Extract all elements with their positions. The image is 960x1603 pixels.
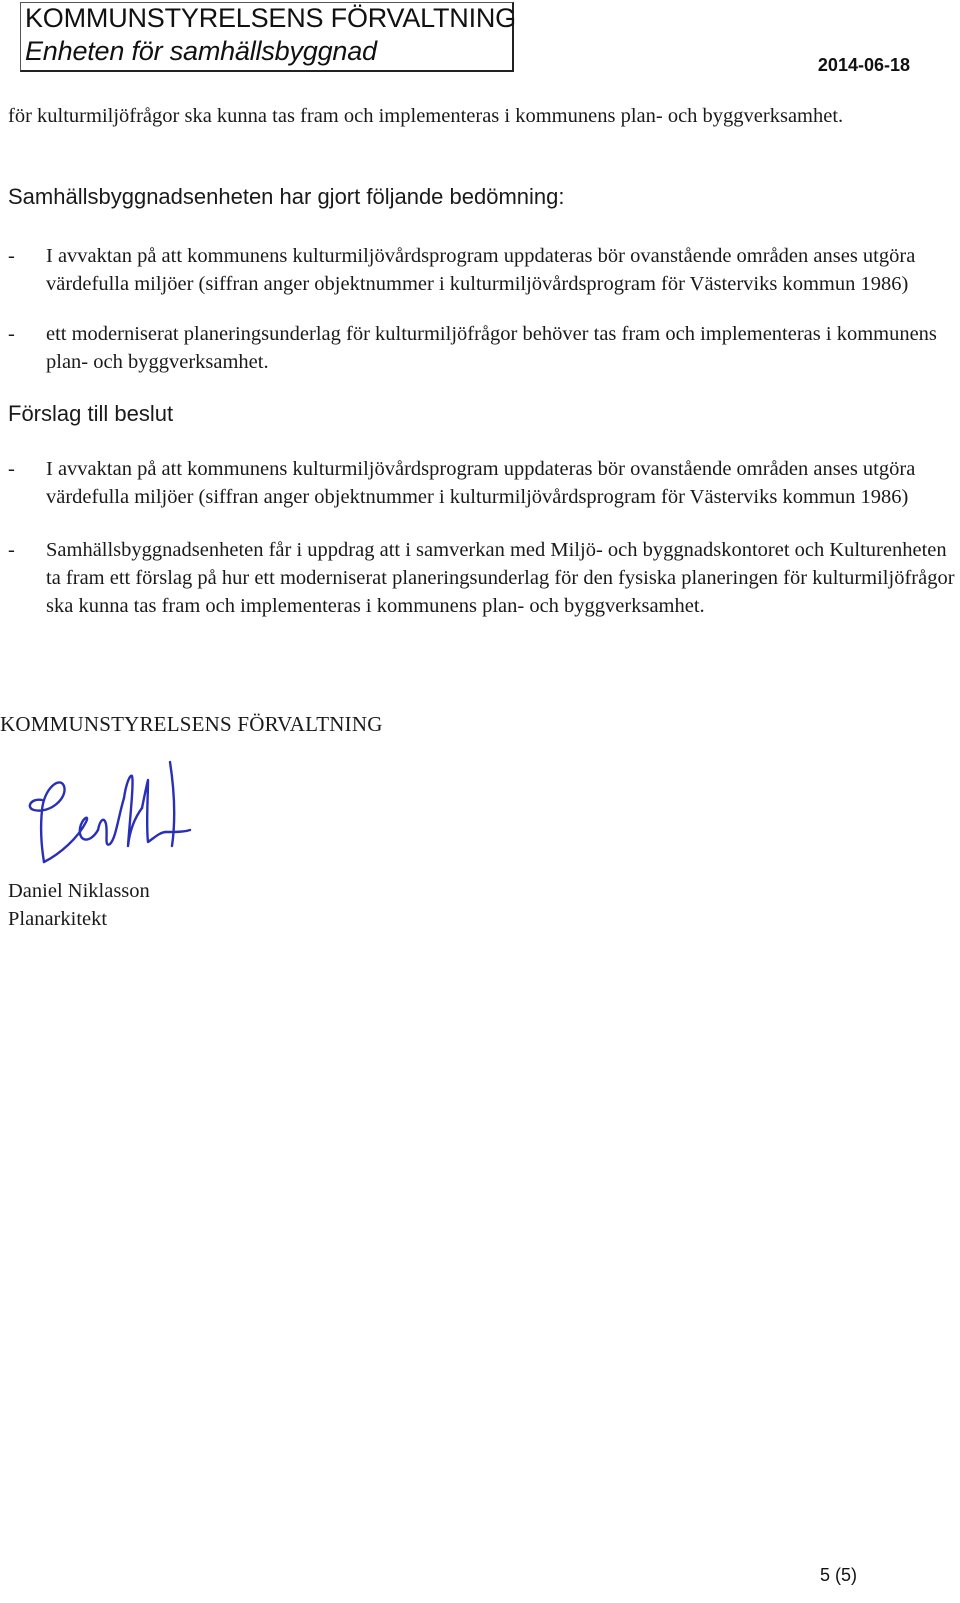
org-unit: Enheten för samhällsbyggnad — [25, 36, 377, 66]
bullet-dash: - — [8, 539, 15, 561]
handwritten-signature — [20, 758, 200, 878]
bullet-text: ett moderniserat planeringsunderlag för kulturmiljöfrågor behöver tas fram och implementeras i kommunens plan- och byggverksamhet. — [46, 323, 937, 373]
signatory-title: Planarkitekt — [8, 908, 108, 930]
assessment-heading: Samhällsbyggnadsenheten har gjort följande bedömning: — [8, 184, 565, 209]
bullet-dash: - — [8, 245, 15, 267]
signatory-name: Daniel Niklasson — [8, 880, 150, 902]
bullet-text: I avvaktan på att kommunens kulturmiljövårdsprogram uppdateras bör ovanstående områden anses utgöra värdefulla miljöer (siffran anger objektnummer i kulturmiljövårdsprogram för Västerviks kommun 1986) — [46, 245, 916, 295]
bullet-dash: - — [8, 323, 15, 345]
proposal-heading: Förslag till beslut — [8, 401, 174, 426]
bullet-dash: - — [8, 458, 15, 480]
document-date: 2014-06-18 — [817, 55, 910, 75]
intro-paragraph: för kulturmiljöfrågor ska kunna tas fram och implementeras i kommunens plan- och byggverksamhet. — [8, 105, 844, 127]
bullet-text: Samhällsbyggnadsenheten får i uppdrag att i samverkan med Miljö- och byggnadskontoret och Kulturenheten ta fram ett förslag på hur ett moderniserat planeringsunderlag för den fysiska planeringen för kulturmiljöfrågor ska kunna tas fram och implementeras i kommunens plan- och byggverksamhet. — [46, 539, 955, 617]
page-number: 5 (5) — [820, 1565, 858, 1585]
org-header-box — [20, 2, 514, 72]
bullet-text: I avvaktan på att kommunens kulturmiljövårdsprogram uppdateras bör ovanstående områden anses utgöra värdefulla miljöer (siffran anger objektnummer i kulturmiljövårdsprogram för Västerviks kommun 1986) — [46, 458, 916, 508]
signature-org: KOMMUNSTYRELSENS FÖRVALTNING — [0, 712, 383, 736]
org-name: KOMMUNSTYRELSENS FÖRVALTNING — [25, 3, 516, 33]
